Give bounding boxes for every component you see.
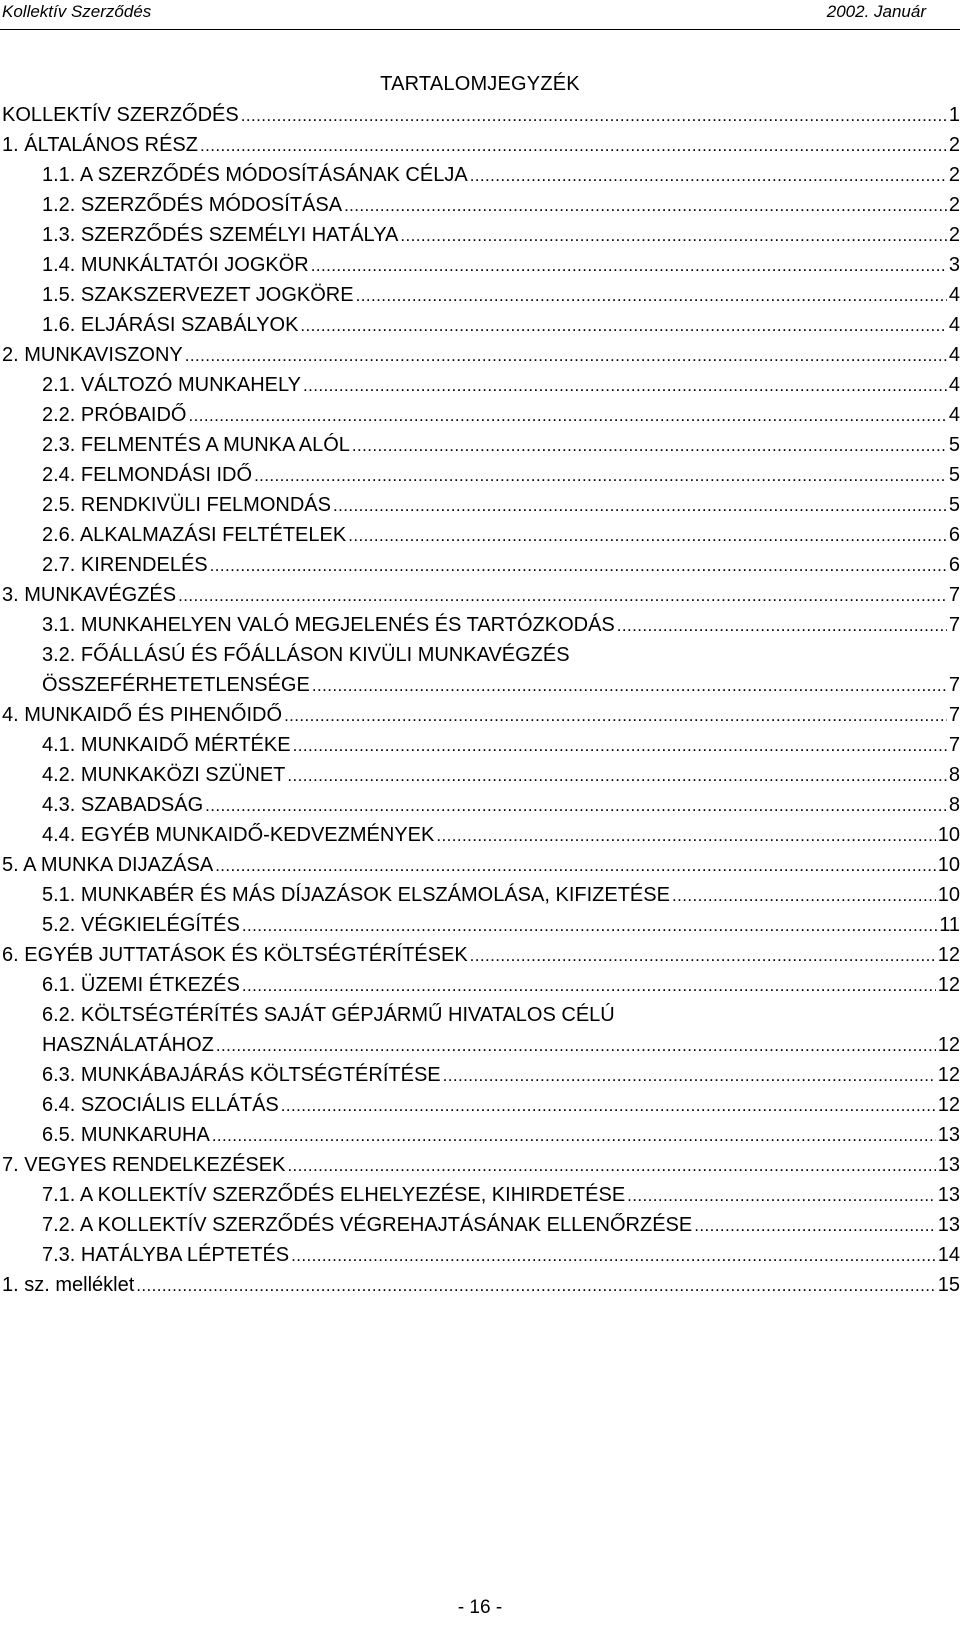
toc-entry[interactable]	[0, 1060, 960, 1090]
running-header	[0, 0, 960, 30]
toc-entry-title: 2.5. RENDKIVÜLI FELMONDÁS	[42, 494, 331, 516]
toc-page-number: 12	[937, 1064, 960, 1086]
toc-entry[interactable]	[0, 760, 960, 790]
toc-entry-title: 2.3. FELMENTÉS A MUNKA ALÓL	[42, 434, 350, 456]
dot-leader	[189, 401, 947, 431]
header-date: 2002. Január	[826, 2, 926, 21]
toc-entry[interactable]	[0, 850, 960, 880]
toc-entry[interactable]	[0, 640, 960, 670]
dot-leader	[254, 461, 947, 491]
toc-page-number: 5	[948, 464, 960, 486]
toc-entry-title: 2.7. KIRENDELÉS	[42, 554, 208, 576]
toc-title: TARTALOMJEGYZÉK	[380, 73, 580, 95]
toc-entry-title: 4.1. MUNKAIDŐ MÉRTÉKE	[42, 734, 291, 756]
toc-entry-title: 1. sz. melléklet	[2, 1274, 135, 1296]
toc-entry[interactable]	[0, 1120, 960, 1150]
toc-page-number: 5	[948, 434, 960, 456]
toc-page-number: 8	[948, 764, 960, 786]
toc-page-number: 4	[948, 404, 960, 426]
toc-entry[interactable]	[0, 1180, 960, 1210]
toc-page-number: 13	[937, 1214, 960, 1236]
dot-leader	[205, 791, 947, 821]
toc-entry[interactable]	[0, 220, 960, 250]
dot-leader	[210, 551, 947, 581]
toc-page-number: 8	[948, 794, 960, 816]
toc-entry[interactable]	[0, 700, 960, 730]
toc-entry[interactable]	[0, 340, 960, 370]
dot-leader	[312, 671, 947, 701]
toc-entry-title: 7. VEGYES RENDELKEZÉSEK	[2, 1154, 286, 1176]
toc-entry-title: 3. MUNKAVÉGZÉS	[2, 584, 177, 606]
toc-page-number: 12	[937, 1094, 960, 1116]
toc-entry[interactable]	[0, 610, 960, 640]
dot-leader	[300, 311, 946, 341]
dot-leader	[303, 371, 947, 401]
dot-leader	[694, 1211, 936, 1241]
toc-entry-title: 7.2. A KOLLEKTÍV SZERZŐDÉS VÉGREHAJTÁSÁNAK ELLENŐRZÉSE	[42, 1214, 693, 1236]
toc-entry[interactable]	[0, 460, 960, 490]
toc-entry[interactable]	[0, 190, 960, 220]
toc-page-number: 10	[937, 884, 960, 906]
toc-entry-title-continuation: HASZNÁLATÁHOZ	[42, 1034, 214, 1056]
dot-leader	[242, 911, 937, 941]
dot-leader	[216, 1031, 936, 1061]
dot-leader	[352, 431, 947, 461]
toc-entry-title: 2.2. PRÓBAIDŐ	[42, 404, 187, 426]
toc-entry[interactable]	[0, 370, 960, 400]
toc-page-number: 7	[948, 704, 960, 726]
toc-page-number: 4	[948, 284, 960, 306]
toc-page-number: 5	[948, 494, 960, 516]
toc-entry-title: 3.1. MUNKAHELYEN VALÓ MEGJELENÉS ÉS TARTÓZKODÁS	[42, 614, 615, 636]
toc-entry-title: 3.2. FŐÁLLÁSÚ ÉS FŐÁLLÁSON KIVÜLI MUNKAVÉGZÉS	[42, 644, 570, 666]
toc-entry-title: KOLLEKTÍV SZERZŐDÉS	[2, 104, 239, 126]
dot-leader	[356, 281, 947, 311]
toc-entry-title: 7.3. HATÁLYBA LÉPTETÉS	[42, 1244, 290, 1266]
table-of-contents	[0, 100, 960, 1300]
toc-entry-title: 2.6. ALKALMAZÁSI FELTÉTELEK	[42, 524, 347, 546]
toc-entry[interactable]	[0, 910, 960, 940]
toc-entry[interactable]	[0, 250, 960, 280]
toc-entry-title: 5.1. MUNKABÉR ÉS MÁS DÍJAZÁSOK ELSZÁMOLÁSA, KIFIZETÉSE	[42, 884, 670, 906]
dot-leader	[281, 1091, 936, 1121]
toc-page-number: 15	[937, 1274, 960, 1296]
toc-entry-title: 4.2. MUNKAKÖZI SZÜNET	[42, 764, 286, 786]
toc-entry-title: 4.4. EGYÉB MUNKAIDŐ-KEDVEZMÉNYEK	[42, 824, 435, 846]
toc-page-number: 6	[948, 554, 960, 576]
toc-entry[interactable]	[0, 550, 960, 580]
toc-page-number: 4	[948, 314, 960, 336]
dot-leader	[617, 611, 947, 641]
dot-leader	[287, 761, 947, 791]
toc-entry[interactable]	[0, 970, 960, 1000]
dot-leader	[443, 1061, 936, 1091]
toc-page-number: 3	[948, 254, 960, 276]
toc-entry[interactable]	[0, 880, 960, 910]
toc-entry-title: 1.1. A SZERZŐDÉS MÓDOSÍTÁSÁNAK CÉLJA	[42, 164, 468, 186]
toc-entry[interactable]	[0, 820, 960, 850]
dot-leader	[470, 941, 936, 971]
toc-entry[interactable]	[0, 1210, 960, 1240]
toc-page-number: 14	[937, 1244, 960, 1266]
toc-entry-title: 1.3. SZERZŐDÉS SZEMÉLYI HATÁLYA	[42, 224, 399, 246]
dot-leader	[136, 1271, 935, 1301]
toc-page-number: 7	[948, 614, 960, 636]
toc-entry-title: 4. MUNKAIDŐ ÉS PIHENŐIDŐ	[2, 704, 283, 726]
toc-entry-title: 4.3. SZABADSÁG	[42, 794, 204, 816]
dot-leader	[287, 1151, 935, 1181]
toc-page-number: 13	[937, 1184, 960, 1206]
header-divider	[0, 29, 960, 30]
toc-entry-title: 2.1. VÁLTOZÓ MUNKAHELY	[42, 374, 301, 396]
dot-leader	[212, 1121, 936, 1151]
dot-leader	[311, 251, 947, 281]
dot-leader	[344, 191, 947, 221]
toc-entry[interactable]	[0, 100, 960, 130]
page-number: - 16 -	[457, 1597, 503, 1618]
dot-leader	[241, 101, 947, 131]
toc-entry[interactable]	[0, 1270, 960, 1300]
toc-entry[interactable]	[0, 160, 960, 190]
toc-page-number: 2	[948, 224, 960, 246]
header-document-title: Kollektív Szerződés	[2, 2, 152, 21]
toc-entry-title: 2. MUNKAVISZONY	[2, 344, 183, 366]
dot-leader	[333, 491, 947, 521]
toc-entry-title: 1.2. SZERZŐDÉS MÓDOSÍTÁSA	[42, 194, 343, 216]
toc-entry-title-continuation: ÖSSZEFÉRHETETLENSÉGE	[42, 674, 310, 696]
toc-entry-title: 6.2. KÖLTSÉGTÉRÍTÉS SAJÁT GÉPJÁRMŰ HIVATALOS CÉLÚ	[42, 1004, 615, 1026]
toc-entry-continuation[interactable]	[0, 1030, 960, 1060]
toc-entry[interactable]	[0, 790, 960, 820]
toc-page-number: 2	[948, 194, 960, 216]
toc-entry[interactable]	[0, 1090, 960, 1120]
toc-entry-continuation[interactable]	[0, 670, 960, 700]
toc-entry[interactable]	[0, 940, 960, 970]
dot-leader	[215, 851, 936, 881]
toc-entry-title: 6.4. SZOCIÁLIS ELLÁTÁS	[42, 1094, 279, 1116]
dot-leader	[291, 1241, 936, 1271]
toc-entry[interactable]	[0, 430, 960, 460]
toc-entry[interactable]	[0, 1000, 960, 1030]
toc-entry-title: 5. A MUNKA DIJAZÁSA	[2, 854, 214, 876]
dot-leader	[400, 221, 946, 251]
toc-page-number: 12	[937, 1034, 960, 1056]
toc-entry[interactable]	[0, 1150, 960, 1180]
toc-entry-title: 1. ÁLTALÁNOS RÉSZ	[2, 134, 198, 156]
toc-page-number: 12	[937, 974, 960, 996]
dot-leader	[293, 731, 947, 761]
toc-entry[interactable]	[0, 400, 960, 430]
toc-entry-title: 6.5. MUNKARUHA	[42, 1124, 210, 1146]
toc-page-number: 12	[937, 944, 960, 966]
toc-entry[interactable]	[0, 490, 960, 520]
dot-leader	[185, 341, 947, 371]
toc-entry[interactable]	[0, 130, 960, 160]
toc-page-number: 2	[948, 164, 960, 186]
dot-leader	[178, 581, 947, 611]
dot-leader	[672, 881, 936, 911]
toc-page-number: 7	[948, 674, 960, 696]
toc-entry-title: 6.3. MUNKÁBAJÁRÁS KÖLTSÉGTÉRÍTÉSE	[42, 1064, 441, 1086]
toc-entry[interactable]	[0, 280, 960, 310]
toc-entry-title: 6.1. ÜZEMI ÉTKEZÉS	[42, 974, 240, 996]
toc-entry[interactable]	[0, 580, 960, 610]
toc-page-number: 13	[937, 1124, 960, 1146]
toc-entry-title: 1.5. SZAKSZERVEZET JOGKÖRE	[42, 284, 354, 306]
toc-entry-title: 5.2. VÉGKIELÉGÍTÉS	[42, 914, 240, 936]
toc-entry-title: 2.4. FELMONDÁSI IDŐ	[42, 464, 253, 486]
toc-page-number: 7	[948, 584, 960, 606]
dot-leader	[242, 971, 936, 1001]
toc-entry-title: 6. EGYÉB JUTTATÁSOK ÉS KÖLTSÉGTÉRÍTÉSEK	[2, 944, 468, 966]
toc-entry[interactable]	[0, 730, 960, 760]
toc-entry-title: 1.4. MUNKÁLTATÓI JOGKÖR	[42, 254, 309, 276]
toc-page-number: 2	[948, 134, 960, 156]
dot-leader	[348, 521, 947, 551]
toc-page-number: 4	[948, 374, 960, 396]
dot-leader	[284, 701, 947, 731]
toc-page-number: 6	[948, 524, 960, 546]
dot-leader	[436, 821, 935, 851]
toc-page-number: 10	[937, 854, 960, 876]
toc-entry-title: 1.6. ELJÁRÁSI SZABÁLYOK	[42, 314, 299, 336]
toc-page-number: 11	[939, 914, 960, 936]
dot-leader	[200, 131, 947, 161]
toc-entry[interactable]	[0, 520, 960, 550]
toc-page-number: 7	[948, 734, 960, 756]
toc-page-number: 10	[937, 824, 960, 846]
toc-entry-title: 7.1. A KOLLEKTÍV SZERZŐDÉS ELHELYEZÉSE, KIHIRDETÉSE	[42, 1184, 626, 1206]
toc-page-number: 4	[948, 344, 960, 366]
toc-entry[interactable]	[0, 310, 960, 340]
toc-entry[interactable]	[0, 1240, 960, 1270]
dot-leader	[627, 1181, 936, 1211]
toc-page-number: 13	[937, 1154, 960, 1176]
toc-page-number: 1	[948, 104, 960, 126]
dot-leader	[470, 161, 947, 191]
